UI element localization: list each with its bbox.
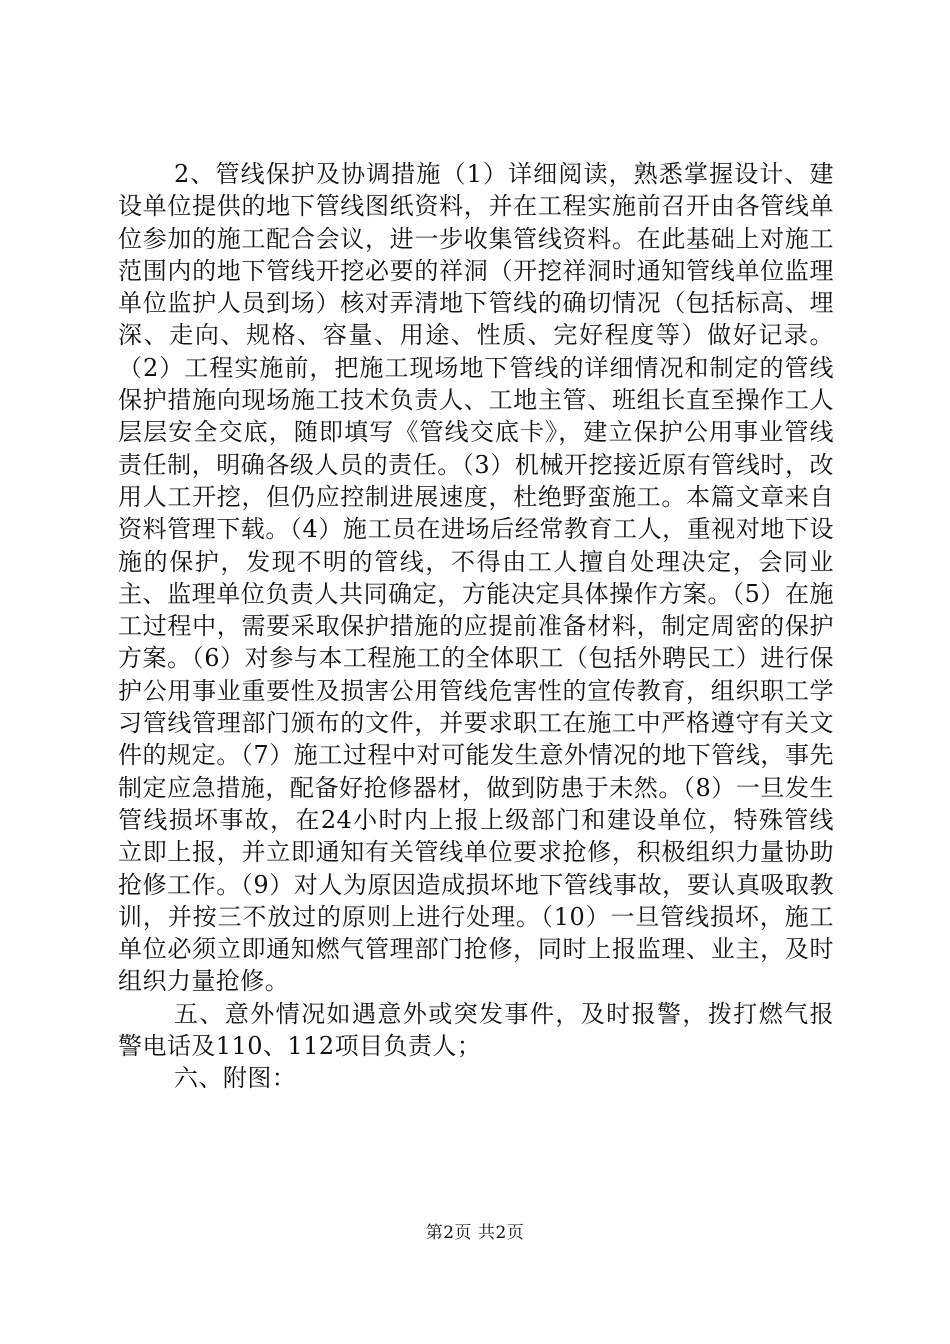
paragraph-emergency: 五、意外情况如遇意外或突发事件，及时报警，拨打燃气报警电话及110、112项目负责人； [118,999,834,1061]
paragraph-pipeline-protection: 2、管线保护及协调措施（1）详细阅读，熟悉掌握设计、建设单位提供的地下管线图纸资料，并在工程实施前召开由各管线单位参加的施工配合会议，进一步收集管线资料。在此基础上对施工范围内的地下管线开挖必要的祥洞（开挖祥洞时通知管线单位监理单位监护人员到场）核对弄清地下管线的确切情况（包括标高、埋深、走向、规格、容量、用途、性质、完好程度等）做好记录。（2）工程实施前，把施工现场地下管线的详细情况和制定的管线保护措施向现场施工技术负责人、工地主管、班组长直至操作工人层层安全交底，随即填写《管线交底卡》，建立保护公用事业管线责任制，明确各级人员的责任。（3）机械开挖接近原有管线时，改用人工开挖，但仍应控制进展速度，杜绝野蛮施工。本篇文章来自资料管理下载。（4）施工员在进场后经常教育工人，重视对地下设施的保护，发现不明的管线，不得由工人擅自处理决定，会同业主、监理单位负责人共同确定，方能决定具体操作方案。（5）在施工过程中，需要采取保护措施的应提前准备材料，制定周密的保护方案。（6）对参与本工程施工的全体职工（包括外聘民工）进行保护公用事业重要性及损害公用管线危害性的宣传教育，组织职工学习管线管理部门颁布的文件，并要求职工在施工中严格遵守有关文件的规定。（7）施工过程中对可能发生意外情况的地下管线，事先制定应急措施，配备好抢修器材，做到防患于未然。（8）一旦发生管线损坏事故，在24小时内上报上级部门和建设单位，特殊管线立即上报，并立即通知有关管线单位要求抢修，积极组织力量协助抢修工作。（9）对人为原因造成损坏地下管线事故，要认真吸取教训，并按三不放过的原则上进行处理。（10）一旦管线损坏，施工单位必须立即通知燃气管理部门抢修，同时上报监理、业主，及时组织力量抢修。 [118,160,834,996]
page-footer: 第2页 共2页 [425,1223,525,1243]
paragraph-attachment: 六、附图： [174,1064,297,1093]
document-body [118,158,834,1095]
